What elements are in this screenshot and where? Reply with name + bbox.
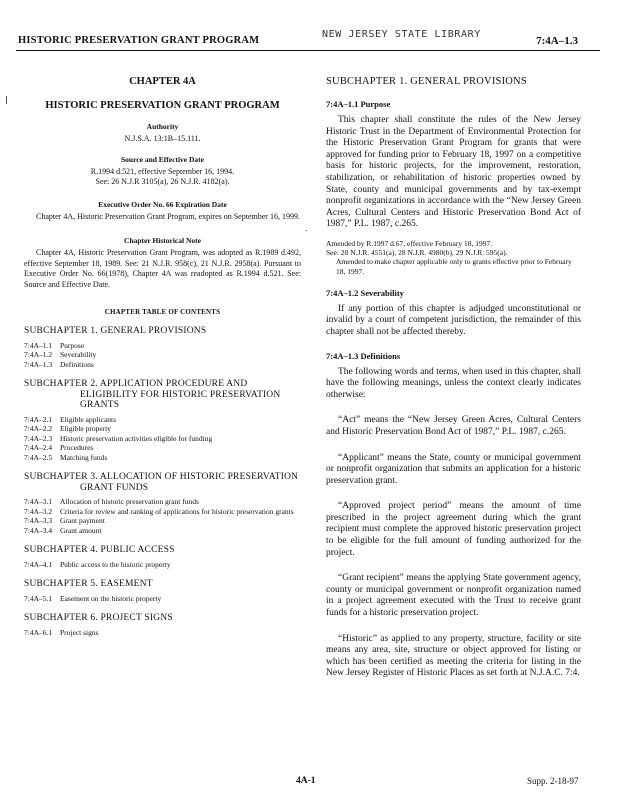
toc-subchapter-heading: SUBCHAPTER 1. GENERAL PROVISIONS: [24, 326, 207, 336]
amendment-note: Amended by R.1997 d.67, effective February 18, 1997.: [326, 238, 493, 248]
toc-entry-number: 7:4A–5.1: [24, 593, 53, 603]
definitions-intro: The following words and terms, when used in this chapter, shall have the following meanings, unless the context clearly indicates otherwise:: [326, 366, 581, 400]
header-rule: [16, 50, 600, 51]
toc-entry-label: Historic preservation activities eligible for funding: [60, 433, 213, 443]
toc-entry: [24, 507, 301, 517]
subchapter-heading: SUBCHAPTER 1. GENERAL PROVISIONS: [326, 76, 527, 87]
supplement-date: Supp. 2-18-97: [527, 776, 579, 786]
table-of-contents: [24, 326, 301, 637]
toc-entry-number: 7:4A–2.3: [24, 433, 53, 443]
source-text-1: R.1994 d.521, effective September 16, 1994.: [90, 166, 235, 176]
source-heading: Source and Effective Date: [121, 154, 204, 164]
toc-entry: [24, 526, 301, 536]
toc-entry-number: 7:4A–2.1: [24, 414, 53, 424]
toc-entry-number: 7:4A–6.1: [24, 627, 53, 637]
amendment-citation: See: 28 N.J.R. 4551(a), 28 N.J.R. 4980(b), 29 N.J.R. 595(a).: [326, 248, 508, 258]
page-number: 4A-1: [296, 776, 316, 786]
historical-note-text: Chapter 4A, Historic Preservation Grant Program, was adopted as R.1989 d.492, effective September 18, 1989. See: 21 N.J.R. 958(c), 21 N.J.R. 2958(a). Pursuant to Executive Order No. 66(1978), Chapter 4A was readopted as R.1994 d.521. See: Source and Effective Date.: [24, 248, 301, 289]
toc-entry-number: 7:4A–2.2: [24, 424, 53, 433]
authority-text: N.J.S.A. 13:1B–15.111.: [124, 134, 201, 143]
toc-entry: [24, 424, 301, 434]
toc-entry-label: Easement on the historic property: [60, 593, 162, 603]
toc-entry-label: Criteria for review and ranking of applications for historic preservation grants: [60, 506, 294, 516]
definition-paragraph: “Historic” as applied to any property, structure, facility or site means any area, site, structure or object approved for listing or which has been certified as meeting the criteria for listing in the New Jersey Register of Historic Places as set forth at N.J.A.C. 7:4.: [326, 633, 581, 679]
section-severability-heading: 7:4A–1.2 Severability: [326, 287, 404, 298]
toc-entry: [24, 497, 301, 507]
toc-entry-number: 7:4A–4.1: [24, 559, 53, 569]
toc-entry: [24, 443, 301, 453]
definition-paragraph: “Approved project period” means the amount of time prescribed in the project agreement during which the grant recipient must complete the approved historic preservation project to be eligible for the full amount of funding authorized for the project.: [326, 501, 581, 558]
toc-entry-number: 7:4A–3.1: [24, 497, 53, 506]
section-purpose-heading: 7:4A–1.1 Purpose: [326, 99, 391, 109]
left-column: [24, 76, 301, 637]
toc-entry-label: Purpose: [60, 340, 85, 350]
toc-entry: [24, 415, 301, 425]
toc-entry-number: 7:4A–1.3: [24, 359, 53, 369]
exec-order-heading: Executive Order No. 66 Expiration Date: [98, 199, 227, 209]
scan-mark: [6, 96, 7, 104]
right-column: [326, 76, 581, 680]
toc-entry-label: Severability: [60, 350, 97, 359]
toc-subchapter-heading: SUBCHAPTER 6. PROJECT SIGNS: [24, 613, 173, 623]
running-header-section: 7:4A–1.3: [536, 35, 578, 47]
chapter-title: HISTORIC PRESERVATION GRANT PROGRAM: [45, 100, 280, 111]
definitions-list: [326, 401, 581, 680]
historical-note-heading: Chapter Historical Note: [124, 236, 201, 245]
toc-entry: [24, 516, 301, 526]
toc-subchapter-heading: SUBCHAPTER 5. EASEMENT: [24, 579, 153, 589]
library-stamp: NEW JERSEY STATE LIBRARY: [322, 29, 481, 40]
toc-entry: [24, 360, 301, 370]
toc-entry-number: 7:4A–2.5: [24, 452, 53, 462]
toc-entry: [24, 594, 301, 604]
toc-subchapter-heading: SUBCHAPTER 2. APPLICATION PROCEDURE AND ELIGIBILITY FOR HISTORIC PRESERVATION GRANTS: [24, 379, 281, 410]
toc-entry-number: 7:4A–1.1: [24, 340, 53, 350]
toc-entry-label: Public access to the historic property: [60, 559, 171, 569]
toc-entry-label: Definitions: [60, 359, 94, 369]
toc-entry: [24, 453, 301, 463]
amendment-explanation: Amended to make chapter applicable only to grants effective prior to February 18, 1997.: [336, 257, 572, 276]
section-purpose-text: This chapter shall constitute the rules of the New Jersey Historic Trust in the Department of Environmental Protection for the Historic Preservation Grant Program for grants that were approved for funding prior to February 18, 1997 on a competitive basis for historic projects, for the improvement, restoration, stabilization, or rehabilitation of historic properties owned by State, county and municipal governments and by tax-exempt nonprofit organizations in accordance with the “New Jersey Green Acres, Cultural Centers and Historic Preservation Bond Act of 1987,” P.L. 1987, c.265.: [326, 115, 581, 230]
toc-entry-number: 7:4A–3.2: [24, 506, 53, 516]
definition-paragraph: “Grant recipient” means the applying State government agency, county or municipal government or nonprofit organization named in a project agreement executed with the Trust to receive grant funds for a historic preservation project.: [326, 573, 581, 619]
toc-subchapter-heading: SUBCHAPTER 3. ALLOCATION OF HISTORIC PRESERVATION GRANT FUNDS: [24, 472, 299, 493]
toc-subchapter-heading: SUBCHAPTER 4. PUBLIC ACCESS: [24, 545, 175, 555]
toc-entry-number: 7:4A–1.2: [24, 350, 53, 359]
toc-entry: [24, 434, 301, 444]
exec-order-text: Chapter 4A, Historic Preservation Grant Program, expires on September 16, 1999.: [36, 211, 300, 221]
running-header-title: HISTORIC PRESERVATION GRANT PROGRAM: [18, 35, 260, 46]
toc-entry: [24, 560, 301, 570]
toc-entry-label: Matching funds: [60, 452, 108, 462]
toc-entry-label: Eligible property: [60, 424, 112, 433]
toc-entry: [24, 628, 301, 638]
authority-heading: Authority: [146, 122, 179, 131]
toc-entry-label: Project signs: [60, 627, 99, 637]
toc-entry-label: Grant amount: [60, 525, 102, 535]
definition-paragraph: “Applicant” means the State, county or municipal government or nonprofit organization that submits an application for a historic preservation grant.: [326, 452, 581, 486]
toc-entry: [24, 350, 301, 360]
section-definitions-heading: 7:4A–1.3 Definitions: [326, 350, 401, 361]
scan-mark: [306, 230, 307, 231]
definition-paragraph: “Act” means the “New Jersey Green Acres, Cultural Centers and Historic Preservation Bond Act of 1987,” P.L. 1987, c.265.: [326, 415, 581, 437]
toc-entry-number: 7:4A–3.3: [24, 516, 53, 525]
chapter-number: CHAPTER 4A: [129, 76, 196, 87]
toc-entry-number: 7:4A–3.4: [24, 525, 53, 535]
toc-entry-label: Eligible applicants: [60, 414, 117, 424]
toc-entry-label: Procedures: [60, 443, 94, 452]
section-severability-text: If any portion of this chapter is adjudged unconstitutional or invalid by a court of competent jurisdiction, the remainder of this chapter shall not be affected thereby.: [326, 303, 581, 337]
toc-title: CHAPTER TABLE OF CONTENTS: [104, 308, 221, 316]
toc-entry-number: 7:4A–2.4: [24, 443, 53, 452]
toc-entry: [24, 341, 301, 351]
toc-entry-label: Allocation of historic preservation grant funds: [60, 497, 199, 506]
toc-entry-label: Grant payment: [60, 516, 105, 525]
source-text-2: See: 26 N.J.R 3105(a), 26 N.J.R. 4182(a).: [95, 177, 230, 186]
